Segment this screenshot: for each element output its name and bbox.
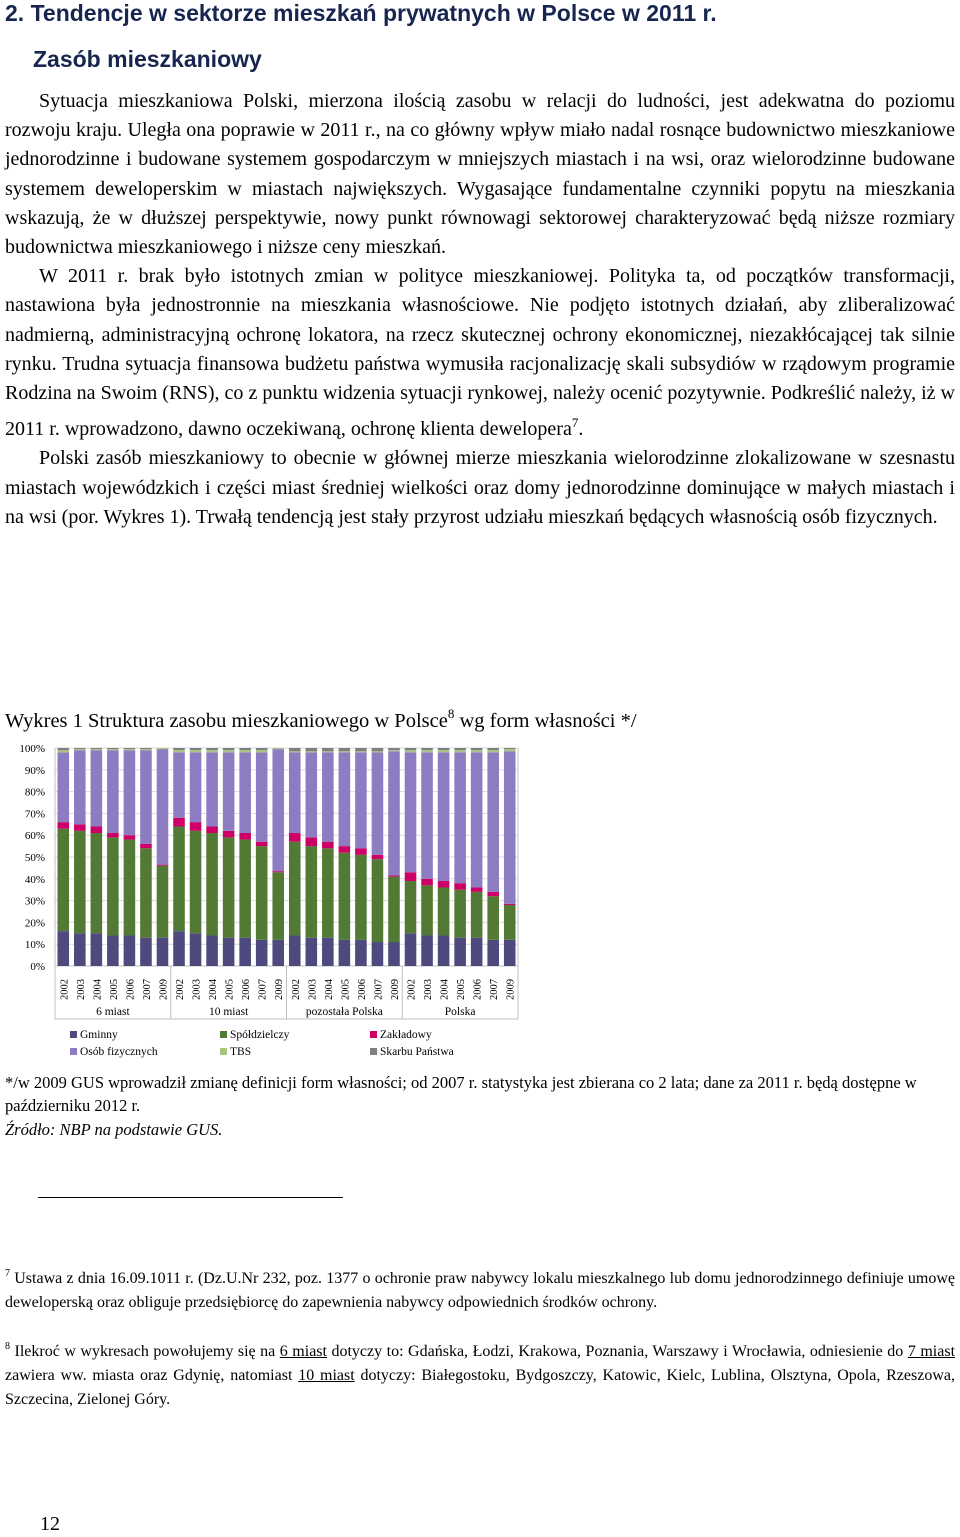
y-tick-label: 20% — [24, 917, 45, 930]
bar-segment — [124, 749, 136, 750]
footnote-7-number: 7 — [5, 1268, 10, 1279]
legend-label: Zakładowy — [380, 1029, 432, 1041]
bar-segment — [239, 833, 251, 840]
footnote-8-term-7-miast: 7 miast — [907, 1343, 956, 1360]
bar-segment — [74, 750, 86, 824]
bar-segment — [289, 752, 301, 833]
bar-segment — [289, 935, 301, 966]
bar-segment — [372, 751, 384, 752]
bar-segment — [173, 752, 185, 817]
bar-segment — [173, 750, 185, 752]
bar-segment — [487, 748, 499, 750]
legend-label: Gminny — [80, 1029, 118, 1041]
bar-segment — [256, 748, 268, 750]
legend-swatch — [220, 1031, 227, 1038]
x-tick-label: 2003 — [191, 979, 203, 1000]
bar-segment — [372, 748, 384, 751]
bar-segment — [372, 859, 384, 942]
x-tick-label: 2006 — [472, 979, 484, 1000]
bar-segment — [504, 905, 516, 940]
bar-segment — [272, 749, 284, 871]
bar-segment — [355, 751, 367, 752]
bar-segment — [355, 748, 367, 751]
bar-segment — [405, 750, 417, 752]
bar-segment — [405, 748, 417, 750]
chart-caption — [5, 706, 637, 733]
bar-segment — [57, 829, 69, 931]
bar-segment — [355, 752, 367, 848]
bar-segment — [355, 940, 367, 966]
bar-segment — [388, 942, 400, 966]
legend-label: Spółdzielczy — [230, 1029, 290, 1041]
legend-label: Osób fizycznych — [80, 1046, 158, 1058]
bar-segment — [173, 931, 185, 966]
bar-segment — [322, 752, 334, 841]
legend-swatch — [370, 1048, 377, 1055]
x-tick-label: 2002 — [175, 979, 187, 1000]
caption-text-end: wg form własności */ — [454, 710, 637, 732]
group-label: Polska — [444, 1006, 476, 1018]
footnote-8-text-4: dotyczy: Białegostoku, Bydgoszczy, Katowic, Kielc, Lublina, Olsztyna, Opola, Rzeszowa, Szczecina, Zielonej Góry. — [5, 1367, 955, 1408]
y-tick-label: 40% — [24, 873, 45, 886]
bar-segment — [91, 750, 103, 826]
bar-segment — [388, 877, 400, 942]
bar-segment — [306, 748, 318, 751]
paragraph-2 — [5, 262, 955, 444]
bar-segment — [339, 748, 351, 751]
bar-segment — [107, 749, 119, 750]
bar-segment — [223, 750, 235, 752]
bar-segment — [107, 750, 119, 833]
bar-segment — [372, 855, 384, 859]
bar-segment — [504, 748, 516, 749]
x-tick-label: 2003 — [307, 979, 319, 1000]
bar-segment — [355, 855, 367, 940]
bar-segment — [504, 751, 516, 904]
bar-segment — [355, 848, 367, 855]
bar-segment — [239, 752, 251, 833]
bar-segment — [322, 938, 334, 966]
bar-segment — [339, 853, 351, 940]
y-tick-label: 100% — [19, 743, 45, 755]
bar-segment — [471, 938, 483, 966]
group-label: 6 miast — [96, 1006, 130, 1018]
paragraph-2-end: . — [578, 418, 584, 441]
bar-segment — [256, 752, 268, 841]
bar-segment — [91, 833, 103, 933]
bar-segment — [471, 750, 483, 752]
x-tick-label: 2003 — [423, 979, 435, 1000]
footnote-8-text-2: dotyczy to: Gdańska, Łodzi, Krakowa, Poznania, Warszawy i Wrocławia, odniesienie do — [326, 1343, 908, 1360]
x-tick-label: 2007 — [489, 979, 501, 1000]
ownership-structure-chart — [0, 735, 560, 1065]
bar-segment — [190, 752, 202, 822]
bar-segment — [223, 837, 235, 937]
bar-segment — [438, 888, 450, 936]
y-tick-label: 0% — [30, 961, 45, 973]
bar-segment — [190, 822, 202, 831]
legend-swatch — [220, 1048, 227, 1055]
bar-segment — [91, 933, 103, 966]
bar-segment — [339, 846, 351, 853]
bar-segment — [140, 749, 152, 750]
bar-segment — [206, 833, 218, 935]
x-tick-label: 2009 — [158, 979, 170, 1000]
bar-segment — [454, 748, 466, 750]
bar-segment — [272, 940, 284, 966]
y-tick-label: 50% — [24, 852, 45, 864]
bar-segment — [487, 896, 499, 940]
x-tick-label: 2006 — [241, 979, 253, 1000]
footnote-7 — [5, 1262, 955, 1315]
bar-segment — [339, 940, 351, 966]
bar-segment — [223, 831, 235, 838]
footnote-8-term-10-miast: 10 miast — [298, 1367, 355, 1384]
bar-segment — [223, 748, 235, 750]
bar-segment — [157, 938, 169, 966]
bar-segment — [388, 748, 400, 750]
bar-segment — [206, 826, 218, 833]
bar-segment — [421, 748, 433, 750]
chart-note: */w 2009 GUS wprowadził zmianę definicji form własności; od 2007 r. statystyka jest zbierana co 2 lata; dane za 2011 r. będą dostępne w październiku 2012 r. — [5, 1073, 917, 1115]
bar-segment — [107, 833, 119, 837]
bar-segment — [471, 752, 483, 887]
x-tick-label: 2004 — [439, 979, 451, 1000]
x-tick-label: 2004 — [323, 979, 335, 1000]
bar-segment — [289, 751, 301, 752]
x-tick-label: 2002 — [59, 979, 71, 1000]
bar-segment — [322, 842, 334, 849]
bar-segment — [57, 750, 69, 752]
footnote-ref-8[interactable]: 8 — [447, 706, 455, 721]
bar-segment — [239, 750, 251, 752]
bar-segment — [57, 931, 69, 966]
bar-segment — [454, 883, 466, 890]
x-tick-label: 2003 — [75, 979, 87, 1000]
y-tick-label: 10% — [24, 939, 45, 952]
x-tick-label: 2002 — [406, 979, 418, 1000]
bar-segment — [454, 750, 466, 752]
bar-segment — [140, 938, 152, 966]
y-tick-label: 90% — [24, 764, 45, 777]
bar-segment — [256, 846, 268, 940]
bar-segment — [306, 846, 318, 938]
x-tick-label: 2005 — [456, 979, 468, 1000]
footnote-8-text: Ilekroć w wykresach powołujemy się na — [14, 1343, 280, 1360]
footnote-8-term-6-miast: 6 miast — [279, 1343, 327, 1360]
bar-segment — [306, 837, 318, 846]
bar-segment — [107, 935, 119, 966]
group-label: 10 miast — [208, 1006, 249, 1018]
bar-segment — [74, 824, 86, 831]
bar-segment — [504, 904, 516, 905]
x-tick-label: 2004 — [92, 979, 104, 1000]
bar-segment — [322, 748, 334, 751]
bar-segment — [74, 748, 86, 749]
bar-segment — [504, 940, 516, 966]
legend-swatch — [70, 1048, 77, 1055]
bar-segment — [124, 835, 136, 839]
bar-segment — [372, 942, 384, 966]
bar-segment — [223, 938, 235, 966]
bar-segment — [372, 752, 384, 854]
bar-segment — [289, 833, 301, 842]
x-tick-label: 2005 — [108, 979, 120, 1000]
footnote-8 — [5, 1335, 955, 1412]
bar-segment — [438, 881, 450, 888]
x-tick-label: 2007 — [257, 979, 269, 1000]
bar-segment — [487, 752, 499, 892]
bar-segment — [272, 871, 284, 872]
bar-segment — [438, 750, 450, 752]
bar-segment — [190, 750, 202, 752]
bar-segment — [289, 842, 301, 936]
bar-segment — [256, 842, 268, 846]
bar-segment — [487, 892, 499, 896]
bar-segment — [454, 752, 466, 883]
group-label: pozostała Polska — [305, 1006, 383, 1018]
bar-segment — [190, 933, 202, 966]
bar-segment — [57, 752, 69, 822]
bar-segment — [173, 748, 185, 750]
x-tick-label: 2006 — [125, 979, 137, 1000]
page-number: 12 — [40, 1513, 60, 1535]
x-tick-label: 2005 — [224, 979, 236, 1000]
bar-segment — [140, 844, 152, 848]
x-tick-label: 2002 — [290, 979, 302, 1000]
bar-segment — [74, 933, 86, 966]
bar-segment — [107, 748, 119, 749]
bar-segment — [91, 749, 103, 750]
x-tick-label: 2009 — [505, 979, 517, 1000]
bar-segment — [206, 750, 218, 752]
bar-segment — [421, 885, 433, 935]
bar-segment — [206, 752, 218, 826]
bar-segment — [256, 750, 268, 752]
bar-segment — [405, 872, 417, 881]
footnote-ref-7[interactable]: 7 — [571, 415, 579, 431]
bar-segment — [223, 752, 235, 830]
section-title: 2. Tendencje w sektorze mieszkań prywatnych w Polsce w 2011 r. — [5, 0, 717, 26]
bar-segment — [157, 749, 169, 865]
bar-segment — [206, 748, 218, 750]
paragraph-3: Polski zasób mieszkaniowy to obecnie w głównej mierze mieszkania wielorodzinne zlokalizowane w szesnastu miastach wojewódzkich i części miast średniej wielkości oraz domy jednorodzinne dominujące w małych miastach i na wsi (por. Wykres 1). Trwałą tendencją jest stały przyrost udziału mieszkań będących własnością osób fizycznych. — [5, 447, 955, 528]
bar-segment — [405, 881, 417, 933]
legend-swatch — [70, 1031, 77, 1038]
bar-segment — [256, 940, 268, 966]
bar-segment — [173, 826, 185, 931]
bar-segment — [124, 748, 136, 749]
bar-segment — [206, 935, 218, 966]
body-text — [5, 87, 955, 532]
chart-source: Źródło: NBP na podstawie GUS. — [5, 1120, 223, 1139]
bar-segment — [339, 751, 351, 752]
bar-segment — [140, 750, 152, 844]
bar-segment — [239, 748, 251, 750]
x-tick-label: 2007 — [141, 979, 153, 1000]
bar-segment — [239, 840, 251, 938]
paragraph-2-text: W 2011 r. brak było istotnych zmian w polityce mieszkaniowej. Polityka ta, od początków transformacji, nastawiona była jednostronnie na mieszkania własnościowe. Nie podjęto istotnych działań, aby zliberalizować nadmierną, administracyjną ochronę lokatora, na rzecz skutecznej ochrony ekonomicznej, niezakłócającej tak silnie rynku. Trudna sytuacja finansowa budżetu państwa wymusiła racjonalizację skali subsydiów w rządowym programie Rodzina na Swoim (RNS), co z punktu widzenia sytuacji rynkowej, należy ocenić pozytywnie. Podkreślić należy, iż w 2011 r. wprowadzono, dawno oczekiwaną, ochronę klienta dewelopera — [5, 265, 955, 441]
caption-text: Wykres 1 Struktura zasobu mieszkaniowego w Polsce — [5, 710, 448, 732]
x-tick-label: 2007 — [373, 979, 385, 1000]
y-tick-label: 70% — [24, 808, 45, 821]
bar-segment — [388, 751, 400, 875]
bar-segment — [157, 866, 169, 938]
y-tick-label: 80% — [24, 786, 45, 799]
bar-segment — [74, 831, 86, 933]
bar-segment — [438, 935, 450, 966]
footnote-8-text-3: zawiera ww. miasta oraz Gdynię, natomiast — [5, 1367, 299, 1384]
bar-segment — [140, 748, 152, 749]
bar-segment — [124, 750, 136, 835]
footnote-separator — [38, 1197, 343, 1198]
bar-segment — [322, 848, 334, 937]
bar-segment — [306, 751, 318, 752]
bar-segment — [454, 938, 466, 966]
bar-segment — [438, 752, 450, 881]
bar-segment — [405, 752, 417, 872]
bar-segment — [124, 935, 136, 966]
bar-segment — [107, 837, 119, 935]
footnote-7-text: Ustawa z dnia 16.09.1011 r. (Dz.U.Nr 232, poz. 1377 o ochronie praw nabywcy lokalu mieszkalnego lub domu jednorodzinnego definiuje umowę deweloperską oraz obliguje przedsiębiorcę do zapewnienia nabywcy odpowiednich środków ochrony. — [5, 1270, 955, 1311]
bar-segment — [157, 865, 169, 866]
bar-segment — [471, 748, 483, 750]
legend-swatch — [370, 1031, 377, 1038]
bar-segment — [190, 748, 202, 750]
bar-segment — [421, 879, 433, 886]
bar-segment — [190, 831, 202, 933]
bar-segment — [239, 938, 251, 966]
bar-segment — [421, 935, 433, 966]
bar-segment — [124, 840, 136, 936]
bar-segment — [173, 818, 185, 827]
bar-segment — [388, 876, 400, 877]
bar-segment — [438, 748, 450, 750]
bar-segment — [57, 822, 69, 829]
bar-segment — [405, 933, 417, 966]
x-tick-label: 2009 — [274, 979, 286, 1000]
bar-segment — [454, 890, 466, 938]
bar-segment — [471, 888, 483, 892]
bar-segment — [272, 748, 284, 749]
bar-segment — [57, 748, 69, 750]
legend-label: TBS — [230, 1046, 252, 1058]
bar-segment — [74, 749, 86, 750]
bar-segment — [91, 826, 103, 833]
y-tick-label: 60% — [24, 830, 45, 843]
bar-segment — [421, 750, 433, 752]
bar-segment — [487, 750, 499, 752]
x-tick-label: 2009 — [389, 979, 401, 1000]
bar-segment — [421, 752, 433, 878]
bar-segment — [306, 752, 318, 837]
bar-segment — [289, 748, 301, 751]
x-tick-label: 2006 — [356, 979, 368, 1000]
x-tick-label: 2004 — [208, 979, 220, 1000]
bar-segment — [339, 752, 351, 846]
footnote-8-number: 8 — [5, 1341, 10, 1352]
bar-segment — [157, 748, 169, 749]
bar-segment — [388, 750, 400, 751]
subsection-title: Zasób mieszkaniowy — [33, 46, 262, 72]
bar-segment — [504, 749, 516, 751]
bar-segment — [140, 848, 152, 937]
paragraph-1: Sytuacja mieszkaniowa Polski, mierzona ilością zasobu w relacji do ludności, jest adekwatna do poziomu rozwoju kraju. Uległa ona poprawie w 2011 r., na co główny wpływ miało nadal rosnące budownictwo mieszkaniowe jednorodzinne i budowane systemem gospodarczym w mniejszych miastach i na wsi, oraz wielorodzinne budowane systemem deweloperskim w miastach największych. Wygasające fundamentalne czynniki popytu na mieszkania wskazują, że w dłuższej perspektywie, nowy punkt równowagi sektorowej charakteryzować będą niższe rozmiary budownictwa mieszkaniowego i niższe ceny mieszkań. — [5, 90, 955, 259]
bar-segment — [306, 938, 318, 966]
bar-segment — [272, 872, 284, 940]
y-tick-label: 30% — [24, 895, 45, 908]
bar-segment — [322, 751, 334, 752]
legend-label: Skarbu Państwa — [380, 1046, 454, 1058]
bar-segment — [471, 892, 483, 938]
bar-segment — [91, 748, 103, 749]
bar-segment — [487, 940, 499, 966]
x-tick-label: 2005 — [340, 979, 352, 1000]
